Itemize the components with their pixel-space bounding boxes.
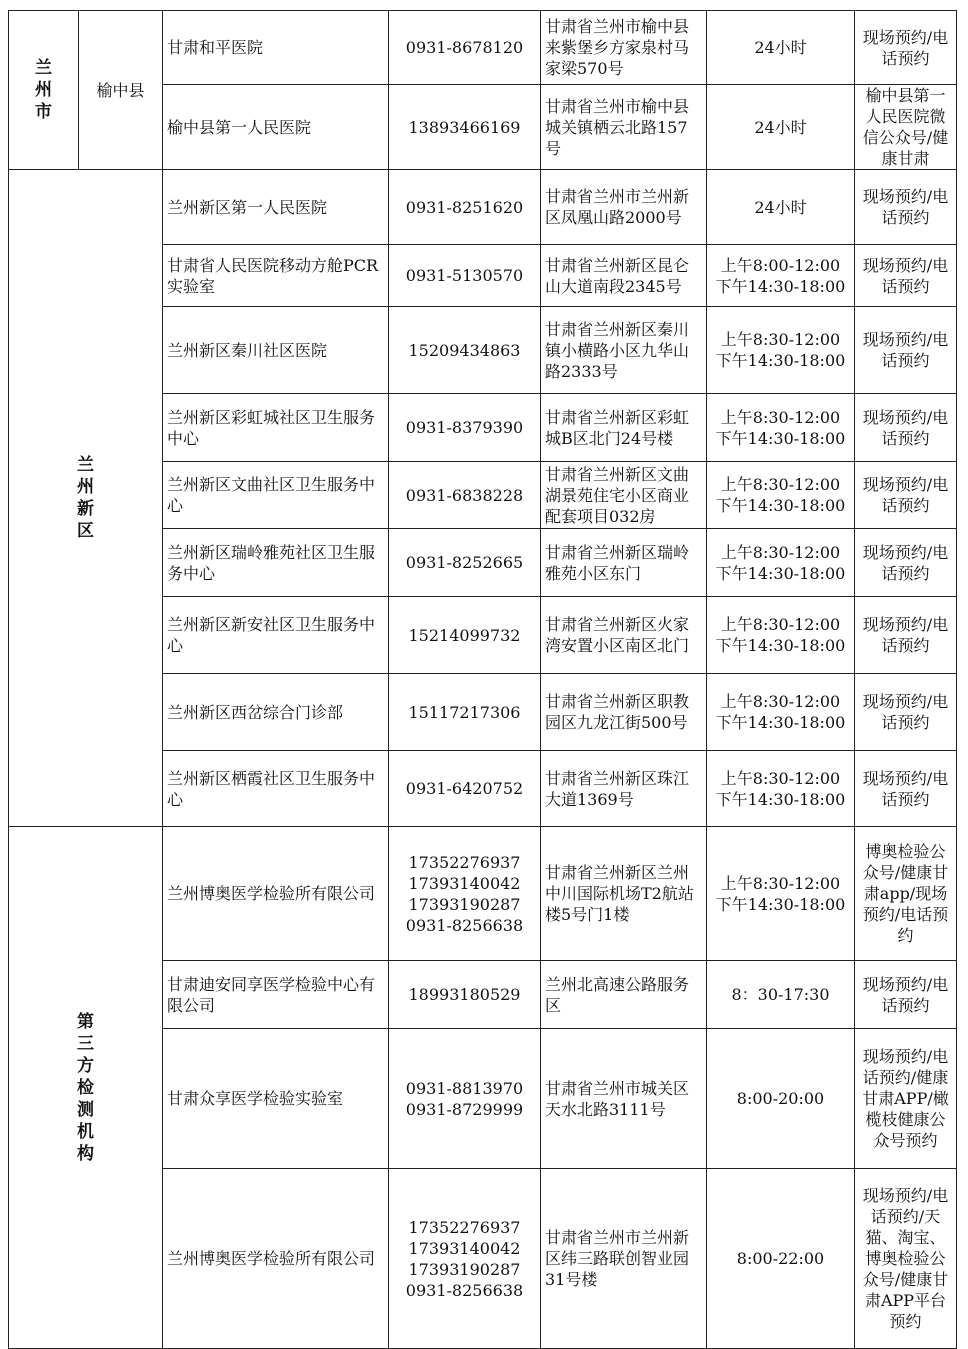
site-hours: 24小时 <box>707 170 855 245</box>
site-phone: 18993180529 <box>389 961 541 1029</box>
booking-method: 现场预约/电话预约 <box>855 529 957 597</box>
site-phone: 15214099732 <box>389 597 541 674</box>
booking-method: 现场预约/电话预约/天猫、淘宝、博奥检验公众号/健康甘肃APP平台预约 <box>855 1169 957 1349</box>
site-name: 甘肃众享医学检验实验室 <box>163 1029 389 1169</box>
table-row <box>9 827 957 961</box>
site-hours: 上午8:30-12:00 下午14:30-18:00 <box>707 674 855 751</box>
site-hours: 上午8:00-12:00 下午14:30-18:00 <box>707 245 855 307</box>
booking-method: 现场预约/电话预约 <box>855 462 957 529</box>
site-address: 甘肃省兰州新区珠江大道1369号 <box>541 751 707 827</box>
site-phone: 0931-8252665 <box>389 529 541 597</box>
site-address: 甘肃省兰州新区瑞岭雅苑小区东门 <box>541 529 707 597</box>
testing-sites-table <box>8 10 957 1349</box>
site-name: 榆中县第一人民医院 <box>163 85 389 170</box>
site-address: 甘肃省兰州新区昆仑山大道南段2345号 <box>541 245 707 307</box>
site-name: 兰州新区秦川社区医院 <box>163 307 389 394</box>
site-phone: 0931-5130570 <box>389 245 541 307</box>
site-phone: 0931-8251620 <box>389 170 541 245</box>
table-row <box>9 11 957 85</box>
site-name: 兰州新区彩虹城社区卫生服务中心 <box>163 394 389 462</box>
booking-method: 现场预约/电话预约 <box>855 245 957 307</box>
site-name: 兰州新区栖霞社区卫生服务中心 <box>163 751 389 827</box>
site-hours: 8:00-20:00 <box>707 1029 855 1169</box>
site-phone: 15117217306 <box>389 674 541 751</box>
site-address: 甘肃省兰州市榆中县城关镇栖云北路157号 <box>541 85 707 170</box>
section-label-lanzhou-newarea: 兰州新区 <box>9 170 163 827</box>
site-address: 甘肃省兰州新区职教园区九龙江街500号 <box>541 674 707 751</box>
site-address: 甘肃省兰州新区秦川镇小横路小区九华山路2333号 <box>541 307 707 394</box>
table-row <box>9 170 957 245</box>
site-phone: 17352276937 17393140042 17393190287 0931-8256638 <box>389 1169 541 1349</box>
booking-method: 现场预约/电话预约 <box>855 11 957 85</box>
site-phone: 13893466169 <box>389 85 541 170</box>
site-name: 甘肃迪安同享医学检验中心有限公司 <box>163 961 389 1029</box>
site-phone: 0931-8813970 0931-8729999 <box>389 1029 541 1169</box>
site-hours: 8:00-22:00 <box>707 1169 855 1349</box>
site-phone: 17352276937 17393140042 17393190287 0931-8256638 <box>389 827 541 961</box>
site-phone: 0931-6420752 <box>389 751 541 827</box>
site-name: 甘肃省人民医院移动方舱PCR实验室 <box>163 245 389 307</box>
site-address: 甘肃省兰州市榆中县来紫堡乡方家泉村马家梁570号 <box>541 11 707 85</box>
site-address: 甘肃省兰州市兰州新区凤凰山路2000号 <box>541 170 707 245</box>
booking-method: 博奥检验公众号/健康甘肃app/现场预约/电话预约 <box>855 827 957 961</box>
site-name: 兰州新区第一人民医院 <box>163 170 389 245</box>
site-name: 甘肃和平医院 <box>163 11 389 85</box>
site-name: 兰州新区瑞岭雅苑社区卫生服务中心 <box>163 529 389 597</box>
site-address: 甘肃省兰州新区兰州中川国际机场T2航站楼5号门1楼 <box>541 827 707 961</box>
site-phone: 15209434863 <box>389 307 541 394</box>
site-phone: 0931-6838228 <box>389 462 541 529</box>
site-name: 兰州博奥医学检验所有限公司 <box>163 1169 389 1349</box>
site-name: 兰州新区文曲社区卫生服务中心 <box>163 462 389 529</box>
site-hours: 24小时 <box>707 85 855 170</box>
site-address: 甘肃省兰州市城关区天水北路3111号 <box>541 1029 707 1169</box>
site-hours: 上午8:30-12:00 下午14:30-18:00 <box>707 529 855 597</box>
section-label-lanzhou-city: 兰州市 <box>9 11 79 170</box>
booking-method: 现场预约/电话预约 <box>855 674 957 751</box>
site-phone: 0931-8678120 <box>389 11 541 85</box>
site-name: 兰州博奥医学检验所有限公司 <box>163 827 389 961</box>
booking-method: 榆中县第一人民医院微信公众号/健康甘肃 <box>855 85 957 170</box>
site-address: 甘肃省兰州新区火家湾安置小区南区北门 <box>541 597 707 674</box>
booking-method: 现场预约/电话预约/健康甘肃APP/橄榄枝健康公众号预约 <box>855 1029 957 1169</box>
site-hours: 上午8:30-12:00 下午14:30-18:00 <box>707 827 855 961</box>
site-hours: 8：30-17:30 <box>707 961 855 1029</box>
booking-method: 现场预约/电话预约 <box>855 597 957 674</box>
section-label-third-party: 第三方检测机构 <box>9 827 163 1349</box>
booking-method: 现场预约/电话预约 <box>855 751 957 827</box>
site-name: 兰州新区西岔综合门诊部 <box>163 674 389 751</box>
booking-method: 现场预约/电话预约 <box>855 307 957 394</box>
booking-method: 现场预约/电话预约 <box>855 170 957 245</box>
site-address: 甘肃省兰州市兰州新区纬三路联创智业园31号楼 <box>541 1169 707 1349</box>
site-hours: 上午8:30-12:00 下午14:30-18:00 <box>707 307 855 394</box>
county-label: 榆中县 <box>79 11 163 170</box>
booking-method: 现场预约/电话预约 <box>855 961 957 1029</box>
booking-method: 现场预约/电话预约 <box>855 394 957 462</box>
site-hours: 上午8:30-12:00 下午14:30-18:00 <box>707 462 855 529</box>
site-hours: 上午8:30-12:00 下午14:30-18:00 <box>707 751 855 827</box>
site-phone: 0931-8379390 <box>389 394 541 462</box>
site-hours: 24小时 <box>707 11 855 85</box>
site-address: 甘肃省兰州新区文曲湖景苑住宅小区商业配套项目032房 <box>541 462 707 529</box>
site-hours: 上午8:30-12:00 下午14:30-18:00 <box>707 597 855 674</box>
site-hours: 上午8:30-12:00 下午14:30-18:00 <box>707 394 855 462</box>
site-address: 甘肃省兰州新区彩虹城B区北门24号楼 <box>541 394 707 462</box>
site-name: 兰州新区新安社区卫生服务中心 <box>163 597 389 674</box>
site-address: 兰州北高速公路服务区 <box>541 961 707 1029</box>
